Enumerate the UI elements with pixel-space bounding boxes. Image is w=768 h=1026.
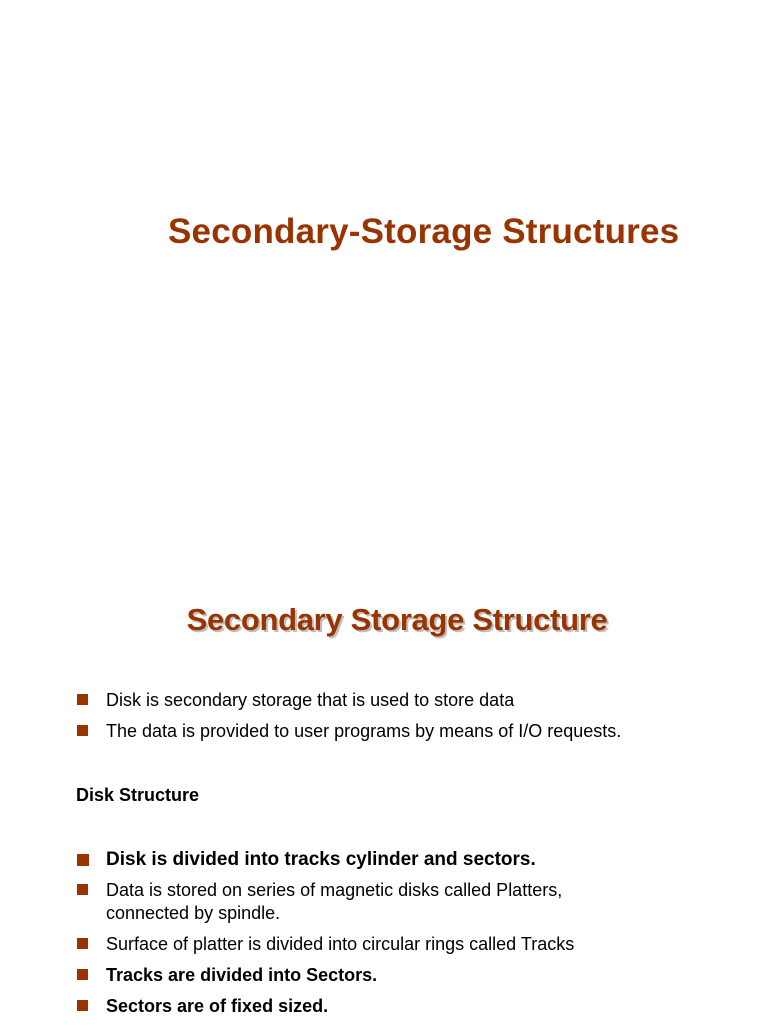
list-item (76, 720, 621, 743)
list-item (76, 995, 574, 1018)
list-item (76, 933, 574, 956)
intro-bullet-list (76, 689, 621, 751)
square-bullet-icon (77, 694, 88, 705)
list-item (76, 848, 574, 872)
bullet-text: Data is stored on series of magnetic disks called Platters, (106, 880, 563, 900)
slide-title: Secondary-Storage Structures (168, 212, 680, 251)
square-bullet-icon (77, 884, 88, 895)
square-bullet-icon (77, 938, 88, 949)
square-bullet-icon (77, 725, 88, 736)
bullet-text: Disk is secondary storage that is used to store data (106, 690, 515, 710)
subheading: Disk Structure (76, 785, 200, 805)
square-bullet-icon (77, 854, 89, 866)
bullet-text-continued: connected by spindle. (106, 903, 281, 923)
square-bullet-icon (77, 969, 88, 980)
bullet-text: Sectors are of fixed sized. (106, 996, 329, 1016)
list-item (76, 689, 621, 712)
bullet-text: Tracks are divided into Sectors. (106, 965, 378, 985)
bullet-text: Surface of platter is divided into circular rings called Tracks (106, 934, 575, 954)
list-item (76, 964, 574, 987)
section-title: Secondary Storage Structure (186, 602, 608, 637)
list-item (76, 879, 574, 925)
bullet-text: Disk is divided into tracks cylinder and sectors. (106, 849, 536, 870)
square-bullet-icon (77, 1000, 88, 1011)
structure-bullet-list (76, 848, 574, 1026)
bullet-text: The data is provided to user programs by means of I/O requests. (106, 721, 622, 741)
